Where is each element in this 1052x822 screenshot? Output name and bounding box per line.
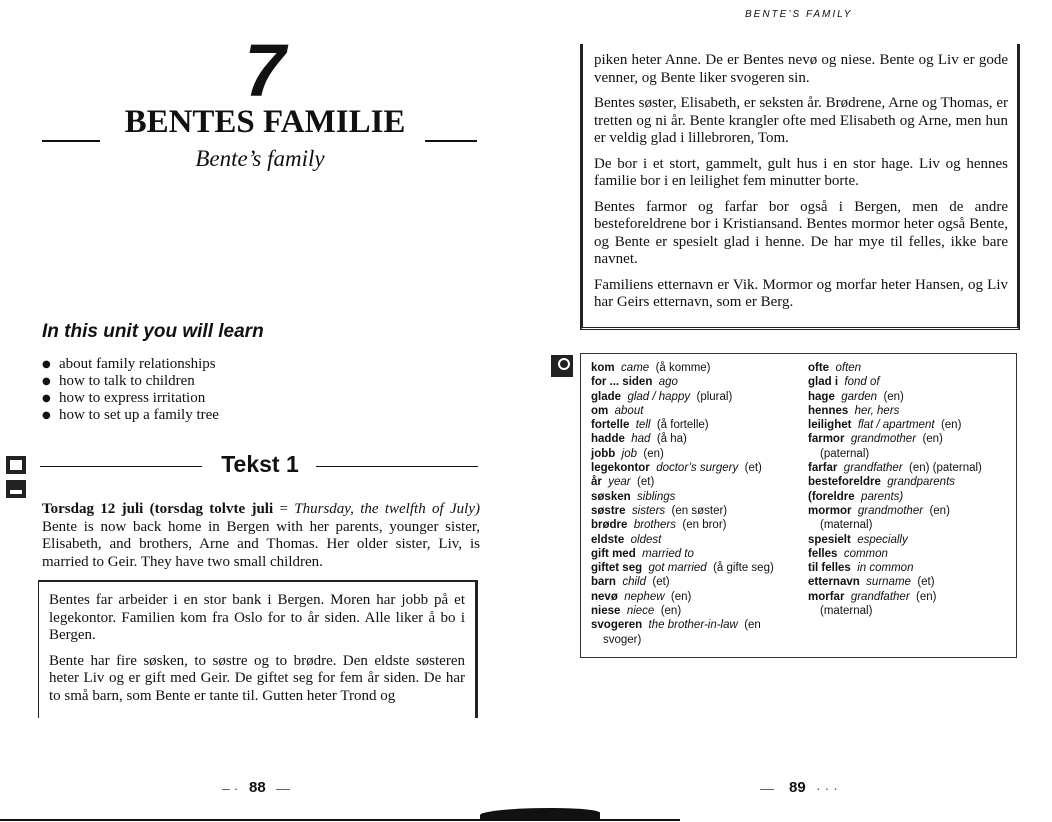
cassette-icon bbox=[6, 480, 26, 498]
vocab-word: farfar bbox=[808, 462, 838, 475]
vocab-word: giftet seg bbox=[591, 562, 643, 575]
vocab-note: (en bbox=[744, 619, 761, 632]
vocab-translation: nephew bbox=[624, 590, 665, 603]
chapter-title: BENTES FAMILIE bbox=[124, 104, 406, 140]
vocab-note: (en) bbox=[660, 605, 682, 618]
learn-item: ● how to set up a family tree bbox=[42, 407, 219, 424]
vocab-translation: grandmother bbox=[850, 433, 917, 446]
vocab-entry bbox=[808, 390, 1013, 404]
vocab-translation: grandparents bbox=[887, 476, 956, 489]
vocab-word: til felles bbox=[808, 562, 851, 575]
vocab-word: svogeren bbox=[591, 619, 643, 632]
vocab-translation: niece bbox=[626, 605, 655, 618]
vocab-translation: had bbox=[631, 433, 651, 446]
vocab-entry bbox=[591, 432, 796, 446]
vocab-entry bbox=[808, 490, 1013, 504]
vocab-note: (en) bbox=[929, 504, 950, 517]
vocab-entry bbox=[808, 418, 1013, 432]
vocab-translation: fond of bbox=[844, 376, 880, 389]
vocab-word: etternavn bbox=[808, 576, 860, 589]
vocab-word: spesielt bbox=[808, 533, 851, 546]
vocab-note: (et) bbox=[652, 576, 670, 589]
vocab-note-continued: svoger) bbox=[603, 633, 642, 646]
vocab-translation: garden bbox=[841, 390, 878, 403]
reading-text-box bbox=[38, 580, 478, 718]
vocab-translation: grandmother bbox=[857, 504, 924, 517]
vocab-note: (å gifte seg) bbox=[713, 562, 774, 575]
vocab-entry bbox=[591, 461, 796, 475]
folio-dash: – · bbox=[222, 780, 239, 796]
text-paragraph: Familiens etternavn er Vik. Mormor og morfar heter Hansen, og Liv har Geirs etternavn, som er Berg. bbox=[594, 276, 1008, 310]
vocab-note: (å komme) bbox=[655, 362, 711, 374]
vocab-entry bbox=[591, 490, 796, 504]
vocab-translation: her, hers bbox=[854, 404, 900, 417]
vocab-entry bbox=[808, 375, 1013, 389]
vocab-word: glad i bbox=[808, 376, 839, 389]
vocab-note-continued: (maternal) bbox=[820, 519, 873, 532]
vocab-entry bbox=[591, 575, 796, 589]
vocab-word: gift med bbox=[591, 547, 636, 560]
vocab-translation: especially bbox=[857, 533, 908, 546]
vocab-word: nevø bbox=[591, 590, 618, 603]
vocab-translation: grandfather bbox=[843, 462, 903, 475]
vocab-entry bbox=[591, 604, 796, 618]
vocab-word: morfar bbox=[808, 590, 845, 603]
vocab-word: felles bbox=[808, 547, 838, 560]
vocab-word: (foreldre bbox=[808, 490, 855, 503]
vocab-entry bbox=[808, 575, 1013, 589]
vocab-word: hage bbox=[808, 390, 835, 403]
vocab-word: år bbox=[591, 476, 602, 489]
vocab-word: hennes bbox=[808, 404, 849, 417]
vocab-entry bbox=[591, 504, 796, 518]
vocab-entry bbox=[591, 533, 796, 547]
folio-dash: — bbox=[276, 780, 290, 796]
vocab-entry bbox=[591, 561, 796, 575]
vocab-entry bbox=[591, 475, 796, 489]
running-head: BENTE’S FAMILY bbox=[745, 9, 853, 20]
vocab-note: (en) bbox=[922, 433, 943, 446]
vocab-entry bbox=[808, 561, 1013, 575]
intro-date-english: Thursday, the twelfth of July) bbox=[294, 501, 481, 517]
vocab-word: om bbox=[591, 404, 609, 417]
vocab-entry bbox=[808, 404, 1013, 418]
vocab-translation: doctor’s surgery bbox=[656, 462, 739, 475]
vocab-note: (å fortelle) bbox=[656, 419, 709, 432]
text-paragraph: piken heter Anne. De er Bentes nevø og niese. Bente og Liv er gode venner, og Bente liker svogeren sin. bbox=[594, 52, 1008, 86]
title-rule-right bbox=[425, 140, 477, 142]
vocab-word: legekontor bbox=[591, 462, 650, 475]
intro-date: Torsdag 12 juli (torsdag tolvte juli bbox=[42, 501, 274, 517]
vocab-translation: siblings bbox=[637, 490, 676, 503]
vocab-word: jobb bbox=[591, 447, 616, 460]
vocab-note: (plural) bbox=[696, 390, 733, 403]
vocabulary-box bbox=[580, 353, 1017, 658]
vocab-entry bbox=[591, 618, 796, 632]
vocab-translation: about bbox=[614, 404, 644, 417]
vocab-translation: flat / apartment bbox=[857, 419, 935, 432]
learn-item: ● about family relationships bbox=[42, 356, 219, 373]
vocab-entry bbox=[591, 590, 796, 604]
page-edge-curve bbox=[480, 808, 600, 820]
section-rule-left bbox=[40, 466, 202, 467]
vocab-entry bbox=[591, 518, 796, 532]
vocab-word: eldste bbox=[591, 533, 625, 546]
vocab-translation: year bbox=[608, 476, 631, 489]
folio-dash: · · · bbox=[816, 780, 838, 796]
magnifier-icon bbox=[551, 355, 573, 377]
vocab-entry bbox=[591, 390, 796, 404]
vocab-translation: common bbox=[843, 547, 888, 560]
text-paragraph: De bor i et stort, gammelt, gult hus i en stor hage. Liv og hennes familie bor i en leilighet fem minutter borte. bbox=[594, 155, 1008, 189]
book-icon bbox=[6, 456, 26, 474]
vocab-entry bbox=[591, 404, 796, 418]
vocab-entry bbox=[808, 547, 1013, 561]
text-paragraph: Bentes farmor og farfar bor også i Bergen, men de andre besteforeldrene bor i Kristiansand. Bentes mormor heter også Bente, og Bente er spesielt glad i henne. De har mye til felles, ikke bare navnet. bbox=[594, 198, 1008, 267]
vocab-translation: the brother-in-law bbox=[648, 619, 738, 632]
vocab-note: (å ha) bbox=[656, 433, 687, 446]
vocab-note-continued: (maternal) bbox=[820, 605, 873, 618]
vocab-entry bbox=[808, 504, 1013, 518]
vocab-translation: tell bbox=[635, 419, 651, 432]
vocab-note: (en) bbox=[940, 419, 962, 432]
vocab-entry bbox=[808, 533, 1013, 547]
vocab-word: hadde bbox=[591, 433, 625, 446]
vocab-word: besteforeldre bbox=[808, 476, 881, 489]
intro-equals: = bbox=[273, 501, 295, 517]
vocab-entry bbox=[808, 361, 1013, 375]
vocab-entry bbox=[808, 590, 1013, 604]
vocab-word: mormor bbox=[808, 504, 852, 517]
vocab-translation: sisters bbox=[631, 504, 666, 517]
vocab-translation: brothers bbox=[633, 519, 676, 532]
page-number: 89 bbox=[789, 779, 806, 796]
vocab-word: niese bbox=[591, 605, 621, 618]
vocab-entry bbox=[591, 375, 796, 389]
vocab-word: leilighet bbox=[808, 419, 852, 432]
vocab-word: søstre bbox=[591, 504, 626, 517]
vocab-entry bbox=[591, 361, 796, 375]
chapter-number: 7 bbox=[244, 29, 286, 112]
vocab-word: brødre bbox=[591, 519, 628, 532]
learn-list bbox=[42, 356, 219, 424]
vocab-note: (et) bbox=[917, 576, 935, 589]
vocab-translation: often bbox=[835, 362, 862, 374]
vocab-word: barn bbox=[591, 576, 616, 589]
vocab-entry bbox=[808, 432, 1013, 446]
vocab-translation: ago bbox=[658, 376, 678, 389]
learn-heading: In this unit you will learn bbox=[42, 321, 264, 342]
text-paragraph: Bentes far arbeider i en stor bank i Bergen. Moren har jobb på et legekontor. Familien kom fra Oslo for to år siden. Alle liker å bo i Bergen. bbox=[49, 592, 465, 643]
vocab-note: (et) bbox=[744, 462, 762, 475]
vocab-note: (en søster) bbox=[671, 504, 728, 517]
vocab-translation: came bbox=[621, 362, 650, 374]
vocab-entry bbox=[591, 447, 796, 461]
vocab-translation: surname bbox=[866, 576, 911, 589]
vocab-note: (en) bbox=[670, 590, 692, 603]
learn-item: ● how to talk to children bbox=[42, 373, 219, 390]
vocabulary-column-right bbox=[808, 361, 1013, 618]
vocab-translation: child bbox=[622, 576, 646, 589]
section-title: Tekst 1 bbox=[221, 451, 299, 477]
vocab-translation: grandfather bbox=[850, 590, 910, 603]
text-paragraph: Bentes søster, Elisabeth, er seksten år. Brødrene, Arne og Thomas, er tretten og ni år. Bente krangler ofte med Elisabeth og Arne, men hun er veldig glad i lillebroren, Tom. bbox=[594, 95, 1008, 146]
vocab-note: (et) bbox=[637, 476, 655, 489]
vocab-note: (en) (paternal) bbox=[909, 462, 982, 475]
vocabulary-column-left bbox=[591, 361, 796, 647]
learn-item: ● how to express irritation bbox=[42, 390, 219, 407]
vocab-word: farmor bbox=[808, 433, 845, 446]
text-paragraph: Bente har fire søsken, to søstre og to brødre. Den eldste søsteren heter Liv og er gift med Geir. De giftet seg for fem år siden. De har to små barn, som Bente er tante til. Gutten heter Trond og bbox=[49, 652, 465, 704]
vocab-word: fortelle bbox=[591, 419, 630, 432]
vocab-translation: married to bbox=[642, 547, 694, 560]
vocab-translation: parents) bbox=[861, 490, 904, 503]
vocab-word: glade bbox=[591, 390, 622, 403]
page-number: 88 bbox=[249, 779, 266, 796]
vocab-translation: job bbox=[621, 447, 638, 460]
vocab-entry bbox=[808, 461, 1013, 475]
vocab-note: (en) bbox=[883, 390, 904, 403]
vocab-translation: oldest bbox=[630, 533, 662, 546]
intro-text: Bente is now back home in Bergen with her parents, younger sister, Elisabeth, and brothers, Arne and Thomas. Her older sister, Liv, is married to Geir. They have two small children. bbox=[42, 518, 480, 570]
reading-text-box bbox=[580, 44, 1020, 330]
vocab-word: for ... siden bbox=[591, 376, 653, 389]
vocab-word: søsken bbox=[591, 490, 631, 503]
vocab-entry bbox=[591, 547, 796, 561]
vocab-note: (en) bbox=[643, 447, 664, 460]
vocab-translation: glad / happy bbox=[627, 390, 691, 403]
vocab-note-continued: (paternal) bbox=[820, 447, 870, 460]
vocab-note: (en) bbox=[916, 590, 937, 603]
vocab-word: ofte bbox=[808, 362, 830, 374]
vocab-translation: in common bbox=[857, 562, 914, 575]
section-rule-right bbox=[316, 466, 478, 467]
vocab-entry bbox=[808, 475, 1013, 489]
vocab-translation: got married bbox=[648, 562, 707, 575]
vocab-note: (en bror) bbox=[682, 519, 727, 532]
vocab-entry bbox=[591, 418, 796, 432]
chapter-subtitle: Bente’s family bbox=[195, 146, 325, 171]
folio-dash: — bbox=[760, 780, 774, 796]
intro-paragraph bbox=[42, 501, 480, 571]
vocab-word: kom bbox=[591, 362, 615, 374]
